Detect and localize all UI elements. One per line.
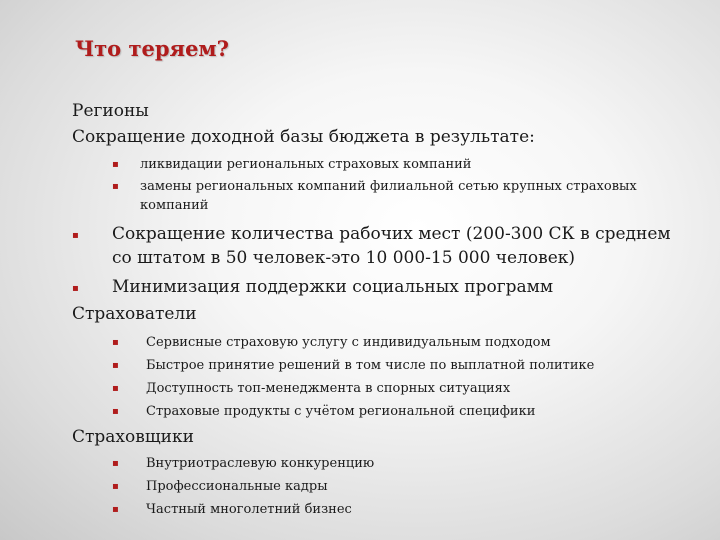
slide-title: Что теряем? — [75, 36, 229, 61]
bullet-icon: ▪ — [112, 504, 119, 515]
list-item: Внутриотраслевую конкуренцию — [146, 456, 375, 471]
list-item: замены региональных компаний филиальной сетью крупных страховых — [140, 179, 637, 194]
list-item: Профессиональные кадры — [146, 479, 328, 494]
section-heading-insurers: Страховщики — [72, 427, 194, 447]
bullet-icon: ▪ — [112, 383, 119, 394]
bullet-icon: ▪ — [112, 337, 119, 348]
list-item: Сервисные страховую услугу с индивидуальным подходом — [146, 335, 551, 350]
bullet-icon: ▪ — [112, 406, 119, 417]
bullet-icon: ▪ — [72, 283, 79, 294]
list-item: Сокращение количества рабочих мест (200-300 СК в среднем — [112, 224, 671, 244]
section-intro: Сокращение доходной базы бюджета в результате: — [72, 127, 535, 147]
list-item-continuation: компаний — [140, 198, 209, 213]
section-heading-regions: Регионы — [72, 101, 149, 121]
list-item: Страховые продукты с учётом региональной специфики — [146, 404, 536, 419]
list-item: Частный многолетний бизнес — [146, 502, 352, 517]
list-item: Минимизация поддержки социальных программ — [112, 277, 554, 297]
bullet-icon: ▪ — [112, 458, 119, 469]
bullet-icon: ▪ — [112, 159, 119, 170]
list-item-continuation: со штатом в 50 человек-это 10 000-15 000 человек) — [112, 248, 576, 268]
bullet-icon: ▪ — [112, 181, 119, 192]
bullet-icon: ▪ — [112, 360, 119, 371]
bullet-icon: ▪ — [72, 230, 79, 241]
list-item: Быстрое принятие решений в том числе по выплатной политике — [146, 358, 595, 373]
list-item: Доступность топ-менеджмента в спорных ситуациях — [146, 381, 511, 396]
bullet-icon: ▪ — [112, 481, 119, 492]
section-heading-policyholders: Страхователи — [72, 304, 197, 324]
list-item: ликвидации региональных страховых компаний — [140, 157, 472, 172]
